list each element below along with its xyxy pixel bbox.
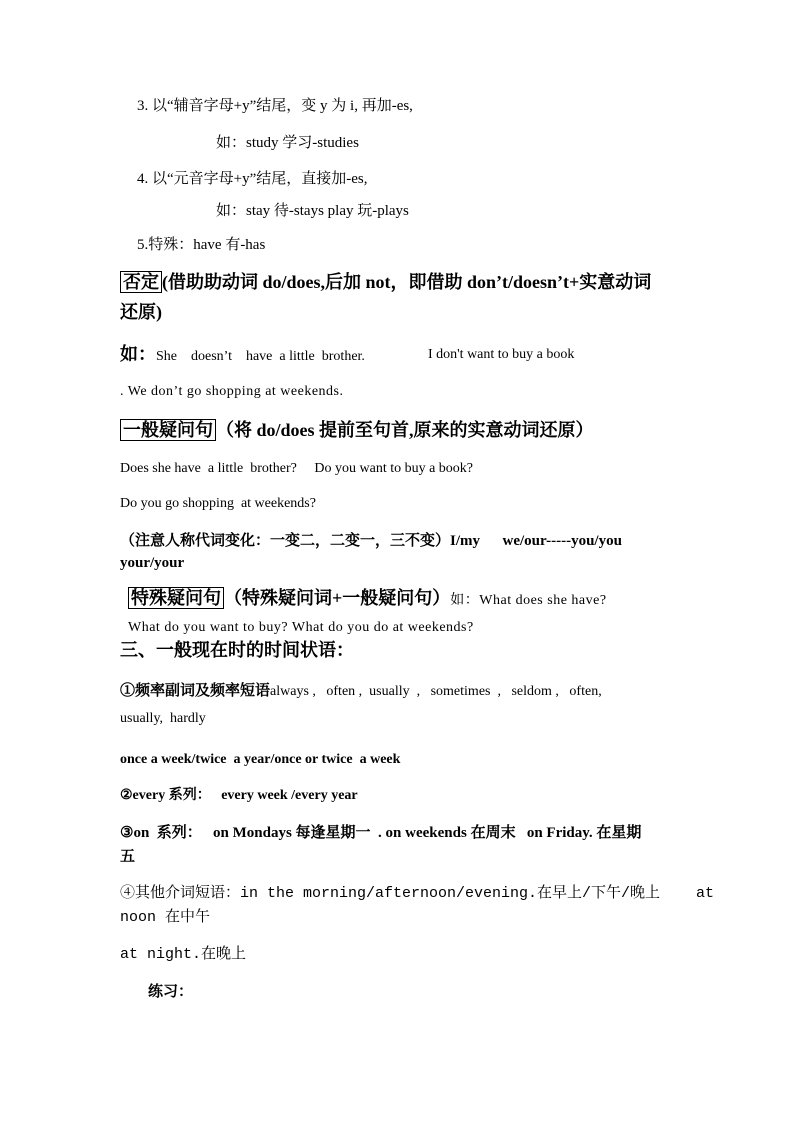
once-a-week-line: once a week/twice a year/once or twice a week: [120, 752, 401, 767]
rule-4-example: 如：stay 待-stays play 玩-plays: [216, 203, 409, 219]
rule-3-title: 3. 以“辅音字母+y”结尾，变 y 为 i, 再加-es,: [137, 98, 413, 114]
yes-no-question-line: [120, 420, 594, 442]
yes-no-question-text: （将 do/does 提前至句首,原来的实意动词还原）: [216, 420, 594, 440]
negation-example-1: She doesn’t have a little brother.: [156, 349, 365, 364]
other-phrases-line-2: noon 在中午: [120, 909, 211, 926]
rule-5-special: 5.特殊：have 有-has: [137, 237, 266, 253]
negation-example-3: . We don’t go shopping at weekends.: [120, 384, 344, 399]
wh-question-box: 特殊疑问句: [128, 587, 224, 609]
on-series-line-2: 五: [120, 849, 136, 865]
frequency-adverbs-list-2: usually, hardly: [120, 711, 206, 726]
wh-example-2: What do you want to buy? What do you do at weekends?: [128, 620, 474, 635]
at-night-line: at night.在晚上: [120, 946, 247, 963]
negation-example-2: I don't want to buy a book: [428, 347, 575, 362]
yes-no-example-1: Does she have a little brother? Do you want to buy a book?: [120, 461, 474, 476]
negation-line: [120, 272, 651, 294]
yes-no-example-2: Do you go shopping at weekends?: [120, 496, 316, 511]
example-label: 如：: [120, 344, 156, 364]
wh-question-line: [128, 588, 607, 610]
rule-3-example: 如：study 学习-studies: [216, 135, 359, 151]
on-series-line: ③on 系列： on Mondays 每逢星期一 . on weekends 在周末 on Friday. 在星期: [120, 825, 642, 841]
section-3-heading: 三、一般现在时的时间状语：: [120, 640, 354, 660]
negation-text: (借助助动词 do/does,后加 not，即借助 don’t/doesn’t+实意动词: [162, 272, 652, 292]
wh-example-1: 如：What does she have?: [450, 593, 607, 608]
negation-examples: [120, 344, 365, 366]
pronoun-note-2: your/your: [120, 555, 185, 571]
frequency-adverbs-list: always , often , usually , sometimes , seldom , often,: [270, 684, 602, 699]
negation-box: 否定: [120, 271, 162, 293]
pronoun-note-1: （注意人称代词变化：一变二，二变一，三不变）I/my we/our-----you/you: [120, 533, 622, 549]
frequency-adverbs-label: ①频率副词及频率短语: [120, 683, 271, 699]
negation-text-2: 还原): [120, 302, 162, 322]
every-series-line: ②every 系列： every week /every year: [120, 788, 358, 803]
practice-label: 练习：: [148, 984, 194, 1000]
rule-4-title: 4. 以“元音字母+y”结尾，直接加-es,: [137, 171, 368, 187]
other-phrases-line: ④其他介词短语：in the morning/afternoon/evening.在早上/下午/晚上 at: [120, 885, 715, 902]
frequency-adverbs-line: [120, 681, 602, 701]
yes-no-question-box: 一般疑问句: [120, 419, 216, 441]
wh-question-text: （特殊疑问词+一般疑问句）: [224, 588, 451, 608]
